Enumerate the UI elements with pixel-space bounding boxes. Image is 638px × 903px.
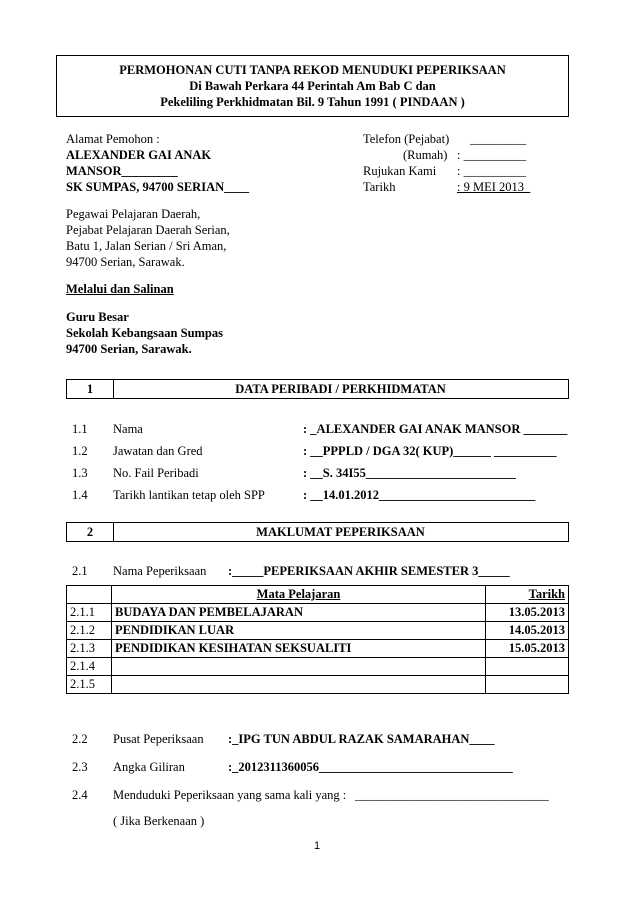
applicant-label: Alamat Pemohon : [66, 132, 160, 146]
row-2-1-value: :_____PEPERIKSAAN AKHIR SEMESTER 3_____ [228, 564, 510, 578]
row-1-3-value: : __S. 34I55________________________ [303, 466, 516, 480]
phone-office-value: _________ [470, 132, 527, 146]
table-header-row [67, 586, 569, 604]
table-row [67, 604, 569, 622]
table-row [67, 640, 569, 658]
via-line-1: Guru Besar [66, 310, 129, 324]
phone-home-label: (Rumah) [403, 148, 448, 162]
subject-date: 15.05.2013 [486, 640, 569, 658]
section-2-number: 2 [67, 523, 114, 541]
recipient-line-1: Pegawai Pelajaran Daerah, [66, 207, 201, 221]
row-1-4-value: : __14.01.2012_________________________ [303, 488, 536, 502]
row-2-3-value: :_2012311360056_______________________________ [228, 760, 513, 774]
ref-label: Rujukan Kami [363, 164, 437, 178]
subject-date [486, 658, 569, 676]
via-heading: Melalui dan Salinan [66, 282, 174, 296]
subject-num: 2.1.3 [67, 640, 112, 658]
subject-num: 2.1.2 [67, 622, 112, 640]
row-2-4-label: Menduduki Peperiksaan yang sama kali yang : [113, 788, 347, 802]
subject-name [112, 676, 486, 694]
section-2-title: MAKLUMAT PEPERIKSAAN [256, 525, 425, 539]
table-row [67, 622, 569, 640]
row-2-2-value: :_IPG TUN ABDUL RAZAK SAMARAHAN____ [228, 732, 495, 746]
row-1-1-value: : _ALEXANDER GAI ANAK MANSOR _______ [303, 422, 568, 436]
table-row [67, 658, 569, 676]
section-1-header [66, 379, 569, 399]
via-line-3: 94700 Serian, Sarawak. [66, 342, 192, 356]
date-label: Tarikh [363, 180, 396, 194]
row-2-3-num: 2.3 [72, 760, 88, 774]
phone-office-label: Telefon (Pejabat) [363, 132, 450, 146]
date-value: : 9 MEI 2013_ [457, 180, 531, 194]
subject-name [112, 658, 486, 676]
subject-name: BUDAYA DAN PEMBELAJARAN [112, 604, 486, 622]
table-header-date: Tarikh [486, 586, 569, 604]
subjects-table [66, 585, 569, 694]
row-2-1-label: Nama Peperiksaan [113, 564, 207, 578]
row-1-4-label: Tarikh lantikan tetap oleh SPP [113, 488, 265, 502]
row-1-3-label: No. Fail Peribadi [113, 466, 199, 480]
row-2-4-value: _______________________________ [355, 788, 549, 802]
subject-date: 14.05.2013 [486, 622, 569, 640]
form-subtitle-2: Pekeliling Perkhidmatan Bil. 9 Tahun 1991 ( PINDAAN ) [160, 95, 465, 109]
row-2-2-num: 2.2 [72, 732, 88, 746]
phone-home-value: : __________ [457, 148, 527, 162]
subject-date: 13.05.2013 [486, 604, 569, 622]
subject-name: PENDIDIKAN KESIHATAN SEKSUALITI [112, 640, 486, 658]
row-2-4-num: 2.4 [72, 788, 88, 802]
section-2-header [66, 522, 569, 542]
applicant-address: SK SUMPAS, 94700 SERIAN____ [66, 180, 250, 194]
row-1-3-num: 1.3 [72, 466, 88, 480]
subject-num: 2.1.5 [67, 676, 112, 694]
subject-num: 2.1.4 [67, 658, 112, 676]
subject-num: 2.1.1 [67, 604, 112, 622]
ref-value: : __________ [457, 164, 527, 178]
section-1-title: DATA PERIBADI / PERKHIDMATAN [235, 382, 446, 396]
row-1-4-num: 1.4 [72, 488, 88, 502]
applicant-name-1: ALEXANDER GAI ANAK [66, 148, 212, 162]
subject-date [486, 676, 569, 694]
row-1-1-label: Nama [113, 422, 143, 436]
subject-name: PENDIDIKAN LUAR [112, 622, 486, 640]
recipient-line-2: Pejabat Pelajaran Daerah Serian, [66, 223, 230, 237]
recipient-line-3: Batu 1, Jalan Serian / Sri Aman, [66, 239, 227, 253]
row-1-2-value: : __PPPLD / DGA 32( KUP)______ __________ [303, 444, 557, 458]
section-1-number: 1 [67, 380, 114, 398]
table-row [67, 676, 569, 694]
form-title: PERMOHONAN CUTI TANPA REKOD MENUDUKI PEPERIKSAAN [119, 63, 506, 77]
row-2-4-note: ( Jika Berkenaan ) [113, 814, 205, 828]
page-number: 1 [314, 840, 321, 852]
row-2-3-label: Angka Giliran [113, 760, 185, 774]
table-header-empty [67, 586, 112, 604]
row-1-2-num: 1.2 [72, 444, 88, 458]
applicant-name-2: MANSOR_________ [66, 164, 178, 178]
row-2-2-label: Pusat Peperiksaan [113, 732, 204, 746]
title-box [56, 55, 569, 117]
recipient-line-4: 94700 Serian, Sarawak. [66, 255, 185, 269]
form-subtitle-1: Di Bawah Perkara 44 Perintah Am Bab C dan [189, 79, 436, 93]
via-line-2: Sekolah Kebangsaan Sumpas [66, 326, 224, 340]
table-header-subject: Mata Pelajaran [112, 586, 486, 604]
row-2-1-num: 2.1 [72, 564, 88, 578]
row-1-1-num: 1.1 [72, 422, 88, 436]
row-1-2-label: Jawatan dan Gred [113, 444, 203, 458]
